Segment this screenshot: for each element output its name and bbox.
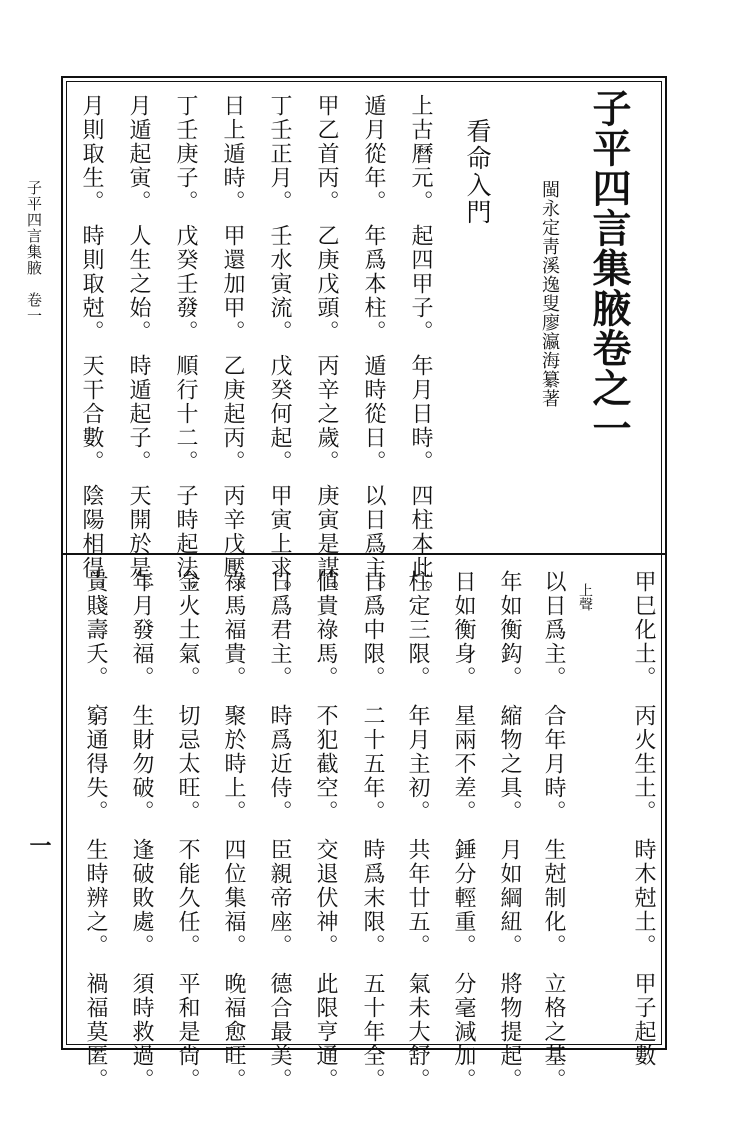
verse-phrase: 陰陽相得。 bbox=[79, 484, 104, 604]
verse-phrase: 柱定三限。 bbox=[405, 570, 430, 690]
verse-phrase: 時爲末限。 bbox=[360, 838, 385, 958]
verse-column bbox=[405, 94, 436, 604]
verse-phrase: 月如綱紐。 bbox=[497, 838, 522, 958]
verse-phrase: 錘分輕重。 bbox=[451, 838, 476, 958]
verse-phrase: 晚福愈旺。 bbox=[221, 972, 246, 1092]
verse-phrase: 以日爲主。 bbox=[541, 570, 566, 690]
verse-phrase: 不能久任。 bbox=[175, 838, 200, 958]
verse-phrase: 二十五年。 bbox=[360, 704, 385, 824]
verse-column bbox=[76, 94, 107, 604]
verse-phrase: 上古曆元。 bbox=[408, 94, 433, 214]
verse-phrase: 年爲本柱。 bbox=[361, 224, 386, 344]
verse-phrase: 時遁起子。 bbox=[126, 354, 151, 474]
verse-phrase: 時木尅土。 bbox=[631, 838, 656, 958]
verse-column bbox=[170, 94, 201, 604]
verse-phrase: 不犯截空。 bbox=[313, 704, 338, 824]
verse-phrase: 日如衡身。 bbox=[451, 570, 476, 690]
verse-phrase: 金火土氣。 bbox=[175, 570, 200, 690]
book-title: 子平四言集腋卷之一 bbox=[586, 88, 632, 448]
verse-phrase: 天干合數。 bbox=[79, 354, 104, 474]
tone-annotation: 上聲 bbox=[577, 583, 593, 611]
verse-phrase: 氣未大舒。 bbox=[405, 972, 430, 1092]
verse-column bbox=[264, 94, 295, 604]
verse-phrase: 起四甲子。 bbox=[408, 224, 433, 344]
verse-column bbox=[628, 570, 659, 1068]
verse-phrase: 甲還加甲。 bbox=[220, 224, 245, 344]
verse-column bbox=[264, 570, 295, 1092]
author-line: 閩永定靑溪逸叟廖瀛海纂著 bbox=[539, 180, 560, 408]
verse-column bbox=[310, 570, 341, 1092]
verse-phrase: 生尅制化。 bbox=[541, 838, 566, 958]
verse-phrase: 臣親帝座。 bbox=[267, 838, 292, 958]
verse-phrase: 丙辛戊壓。 bbox=[220, 484, 245, 604]
verse-phrase: 共年廿五。 bbox=[405, 838, 430, 958]
verse-phrase: 壬水寅流。 bbox=[267, 224, 292, 344]
verse-phrase: 甲乙首丙。 bbox=[314, 94, 339, 214]
verse-phrase: 合年月時。 bbox=[541, 704, 566, 824]
verse-phrase: 年月發福。 bbox=[129, 570, 154, 690]
verse-phrase: 以日爲主。 bbox=[361, 484, 386, 604]
verse-phrase: 遁時從日。 bbox=[361, 354, 386, 474]
verse-phrase: 遁月從年。 bbox=[361, 94, 386, 214]
verse-phrase: 交退伏神。 bbox=[313, 838, 338, 958]
verse-phrase: 立格之基。 bbox=[541, 972, 566, 1092]
verse-phrase: 年如衡鈎。 bbox=[497, 570, 522, 690]
verse-column bbox=[123, 94, 154, 604]
verse-column bbox=[448, 570, 479, 1092]
verse-phrase: 年月日時。 bbox=[408, 354, 433, 474]
verse-column bbox=[172, 570, 203, 1092]
verse-phrase: 丙辛之歲。 bbox=[314, 354, 339, 474]
verse-phrase: 戊癸何起。 bbox=[267, 354, 292, 474]
verse-column bbox=[218, 570, 249, 1092]
verse-phrase: 甲子起數 bbox=[631, 972, 656, 1068]
verse-phrase: 丁壬庚子。 bbox=[173, 94, 198, 214]
verse-column bbox=[357, 570, 388, 1092]
verse-phrase: 祿馬福貴。 bbox=[221, 570, 246, 690]
verse-phrase: 丁壬正月。 bbox=[267, 94, 292, 214]
verse-column bbox=[538, 570, 569, 1092]
verse-phrase: 切忌太旺。 bbox=[175, 704, 200, 824]
verse-phrase: 天開於是。 bbox=[126, 484, 151, 604]
verse-column bbox=[311, 94, 342, 604]
verse-phrase: 庚寅是謀。 bbox=[314, 484, 339, 604]
verse-phrase: 須時救過。 bbox=[129, 972, 154, 1092]
verse-phrase: 逢破敗處。 bbox=[129, 838, 154, 958]
verse-phrase: 時爲近侍。 bbox=[267, 704, 292, 824]
verse-phrase: 時則取尅。 bbox=[79, 224, 104, 344]
verse-phrase: 甲巳化土。 bbox=[631, 570, 656, 690]
verse-column bbox=[80, 570, 111, 1092]
verse-phrase: 生財勿破。 bbox=[129, 704, 154, 824]
verse-phrase: 日爲君主。 bbox=[267, 570, 292, 690]
verse-phrase: 縮物之具。 bbox=[497, 704, 522, 824]
page-number: 一 bbox=[26, 834, 52, 856]
verse-column bbox=[358, 94, 389, 604]
verse-phrase: 貴賤壽夭。 bbox=[83, 570, 108, 690]
verse-phrase: 乙庚起丙。 bbox=[220, 354, 245, 474]
verse-phrase: 順行十二。 bbox=[173, 354, 198, 474]
verse-phrase: 年月主初。 bbox=[405, 704, 430, 824]
section-heading: 看命入門 bbox=[463, 118, 492, 226]
verse-column bbox=[126, 570, 157, 1092]
margin-title: 子平四言集腋 卷一 bbox=[25, 180, 43, 324]
verse-phrase: 分毫減加。 bbox=[451, 972, 476, 1092]
verse-phrase: 五十年全。 bbox=[360, 972, 385, 1092]
verse-phrase: 月則取生。 bbox=[79, 94, 104, 214]
verse-phrase: 平和是尙。 bbox=[175, 972, 200, 1092]
verse-phrase: 月遁起寅。 bbox=[126, 94, 151, 214]
verse-column bbox=[402, 570, 433, 1092]
verse-phrase: 値貴祿馬。 bbox=[313, 570, 338, 690]
verse-phrase: 四柱本此。 bbox=[408, 484, 433, 604]
verse-phrase: 窮通得失。 bbox=[83, 704, 108, 824]
verse-phrase: 子時起法。 bbox=[173, 484, 198, 604]
verse-phrase: 日爲中限。 bbox=[360, 570, 385, 690]
verse-phrase: 戊癸壬發。 bbox=[173, 224, 198, 344]
verse-phrase: 日上遁時。 bbox=[220, 94, 245, 214]
verse-phrase: 聚於時上。 bbox=[221, 704, 246, 824]
verse-column bbox=[494, 570, 525, 1092]
verse-phrase: 禍福莫匿。 bbox=[83, 972, 108, 1092]
verse-phrase: 人生之始。 bbox=[126, 224, 151, 344]
verse-phrase: 星兩不差。 bbox=[451, 704, 476, 824]
verse-phrase: 四位集福。 bbox=[221, 838, 246, 958]
verse-phrase: 生時辨之。 bbox=[83, 838, 108, 958]
verse-phrase: 甲寅上求。 bbox=[267, 484, 292, 604]
verse-phrase: 將物提起。 bbox=[497, 972, 522, 1092]
verse-column bbox=[217, 94, 248, 604]
verse-phrase: 德合最美。 bbox=[267, 972, 292, 1092]
verse-phrase: 此限亨通。 bbox=[313, 972, 338, 1092]
verse-phrase: 丙火生土。 bbox=[631, 704, 656, 824]
verse-phrase: 乙庚戊頭。 bbox=[314, 224, 339, 344]
